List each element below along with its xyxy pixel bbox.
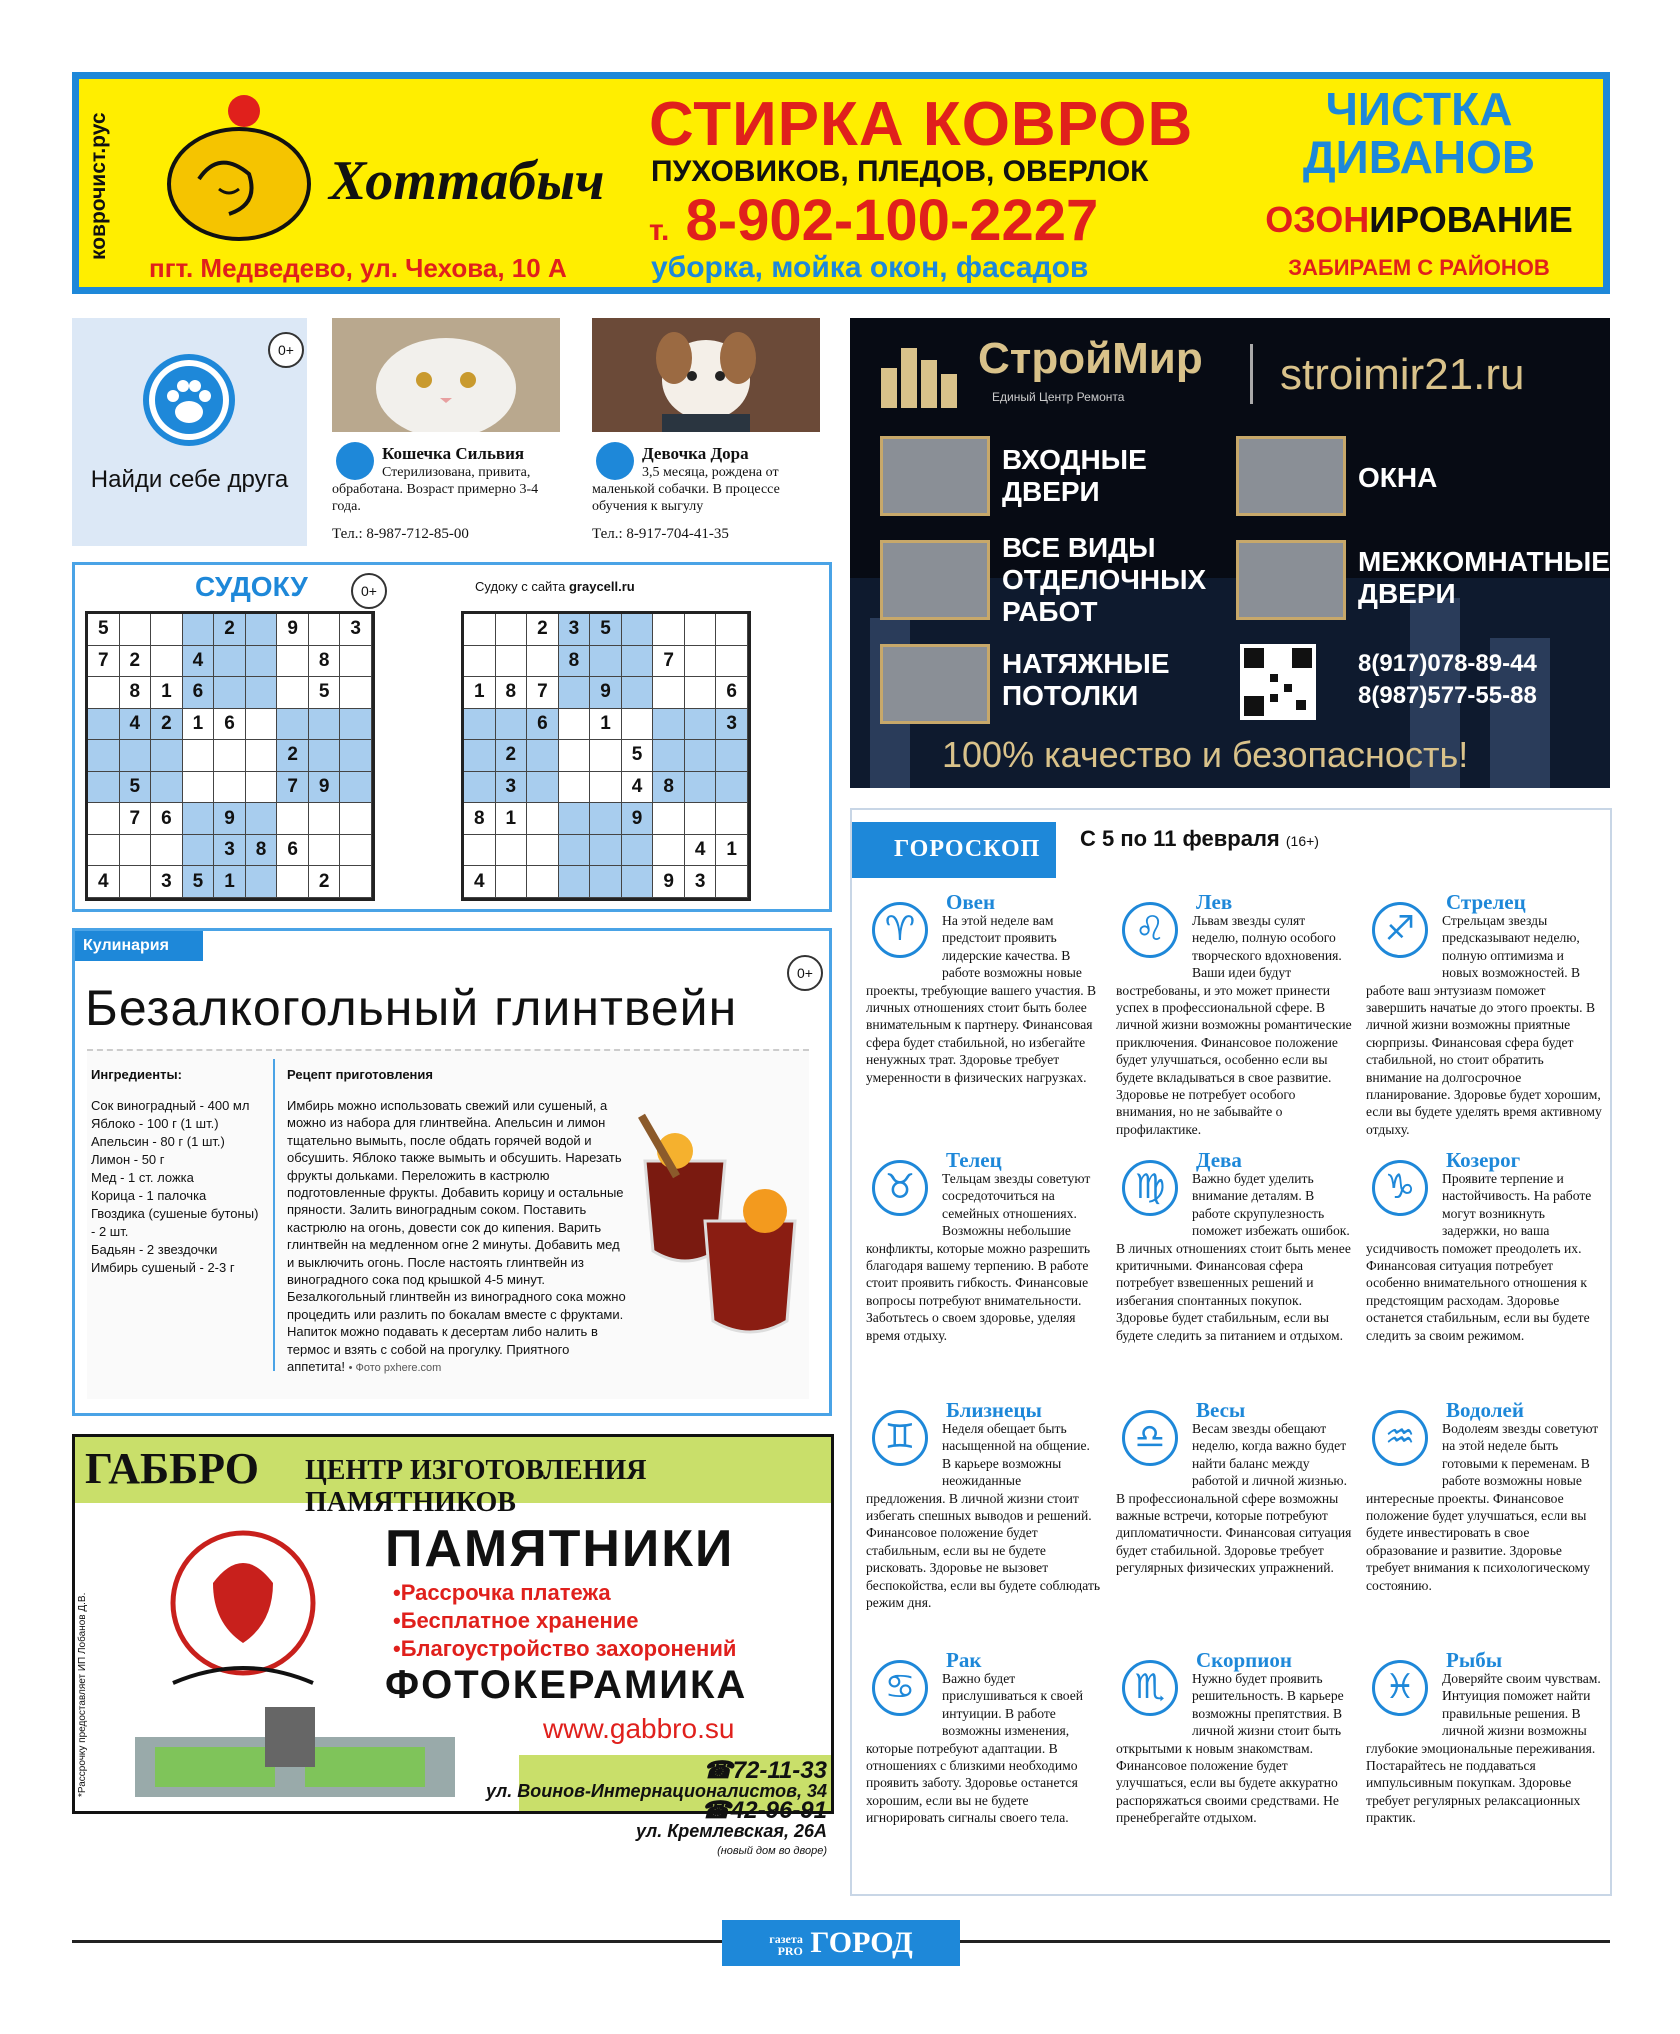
sudoku-grid-1 [85,611,375,901]
dog-photo [592,318,820,432]
sudoku-cell[interactable]: 2 [527,614,559,646]
sudoku-cell[interactable]: 9 [309,772,341,804]
sudoku-cell[interactable] [120,835,152,867]
sudoku-cell[interactable]: 3 [340,614,372,646]
sudoku-grid-2 [461,611,751,901]
sudoku-cell[interactable]: 4 [183,646,215,678]
sudoku-cell[interactable]: 5 [183,866,215,898]
stroimir-ad [850,318,1610,788]
sudoku-cell[interactable] [590,803,622,835]
sign-text-body: На этой неделе вам предстоит проявить лидерские качества. В работе возможны новые проекты, требующие вашего участия. В личных отношениях стоит быть более внимательным к партнеру. Финансовая сфера будет стабильной, но избегайте ненужных трат. Здоровье требует умеренности в физических нагрузках. [866,913,1097,1085]
sign-name: Весы [1196,1398,1246,1422]
ad-services: уборка, мойка окон, фасадов [651,251,1089,284]
sudoku-cell[interactable]: 6 [716,677,748,709]
sudoku-cell[interactable]: 3 [716,709,748,741]
installment-note: *Рассрочку предоставляет ИП Лобанов Д.В. [77,1592,88,1797]
zodiac-icon: ♒ [1372,1410,1428,1466]
gabbro-brand: ГАББРО [85,1444,260,1493]
ad-subline: ПУХОВИКОВ, ПЛЕДОВ, ОВЕРЛОК [651,155,1149,188]
stroimir-site[interactable]: stroimir21.ru [1280,350,1525,399]
sudoku-cell[interactable] [716,614,748,646]
gabbro-tagline: ЦЕНТР ИЗГОТОВЛЕНИЯ ПАМЯТНИКОВ [305,1455,647,1518]
ad-vertical-url: коврочист.рус [87,112,110,260]
sudoku-cell[interactable] [151,646,183,678]
pet-name: Девочка Дора [642,444,749,463]
zodiac-icon: ♎ [1122,1410,1178,1466]
sudoku-cell[interactable] [653,709,685,741]
sudoku-cell[interactable]: 2 [214,614,246,646]
sign-name: Скорпион [1196,1648,1292,1672]
sudoku-cell[interactable] [277,677,309,709]
sudoku-cell[interactable]: 3 [685,866,717,898]
sudoku-cell[interactable]: 8 [246,835,278,867]
sudoku-cell[interactable] [309,835,341,867]
sudoku-cell[interactable]: 1 [464,677,496,709]
logo-pro-text: PRO [777,1944,803,1959]
sudoku-cell[interactable] [277,646,309,678]
find-friend-text: Найди себе друга [90,466,289,493]
sudoku-cell[interactable] [653,614,685,646]
sudoku-cell[interactable]: 7 [88,646,120,678]
sudoku-cell[interactable] [309,740,341,772]
sudoku-cell[interactable] [120,614,152,646]
sudoku-cell[interactable] [622,614,654,646]
zodiac-icon: ♌ [1122,902,1178,958]
sudoku-cell[interactable] [340,677,372,709]
sudoku-cell[interactable]: 9 [277,614,309,646]
horoscope-title: ГОРОСКОП [852,822,1056,878]
sign-text-body: Львам звезды сулят неделю, полную особого творческого вдохновения. Ваши идеи будут востребованы, и это может принести успех в профессиональной сфере. В личной жизни возможны романтические приключения. Финансовое положение будет улучшаться, особенно если вы будете вкладываться в свое развитие. Здоровье не потребует особого внимания, но не забывайте о профилактике. [1116,913,1352,1137]
sudoku-cell[interactable] [622,866,654,898]
carpet-cleaning-ad [72,72,1610,294]
sudoku-cell[interactable]: 7 [653,646,685,678]
sudoku-cell[interactable] [214,646,246,678]
sudoku-cell[interactable]: 6 [277,835,309,867]
service-item: НАТЯЖНЫЕ ПОТОЛКИ [1002,648,1170,711]
ad-right-title: ЧИСТКА ДИВАНОВ [1302,83,1536,183]
sudoku-cell[interactable]: 9 [622,803,654,835]
sudoku-cell[interactable] [120,866,152,898]
sudoku-cell[interactable] [120,740,152,772]
sudoku-cell[interactable] [685,646,717,678]
pets-section [72,318,832,546]
sudoku-cell[interactable] [622,835,654,867]
sudoku-cell[interactable] [246,614,278,646]
sudoku-cell[interactable]: 1 [716,835,748,867]
age-rating-badge: 0+ [787,955,823,991]
sudoku-cell[interactable] [246,646,278,678]
sudoku-cell[interactable] [559,740,591,772]
recipe-title: Безалкогольный глинтвейн [85,980,738,1036]
gabbro-seal-icon [133,1513,353,1713]
sudoku-cell[interactable] [496,866,528,898]
sudoku-cell[interactable]: 2 [120,646,152,678]
sudoku-cell[interactable] [559,709,591,741]
sudoku-cell[interactable]: 3 [496,772,528,804]
sudoku-cell[interactable] [183,740,215,772]
sudoku-cell[interactable] [685,772,717,804]
sudoku-cell[interactable]: 1 [214,866,246,898]
sudoku-cell[interactable]: 9 [214,803,246,835]
zodiac-icon: ♊ [872,1410,928,1466]
ceiling-photo [880,644,990,724]
gabbro-contacts [435,1757,827,1861]
sudoku-cell[interactable]: 7 [527,677,559,709]
sudoku-cell[interactable]: 3 [214,835,246,867]
pet-name: Кошечка Сильвия [382,444,525,463]
gabbro-address-1: ул. Воинов-Интернационалистов, 34 [486,1781,827,1801]
sudoku-cell[interactable] [340,866,372,898]
divider [273,1059,275,1371]
sudoku-cell[interactable] [685,709,717,741]
monuments-heading: ПАМЯТНИКИ [385,1520,735,1578]
source-site: graycell.ru [568,579,635,594]
method-text [287,1097,627,1378]
horoscope-dates [1080,826,1319,852]
sign-name: Рыбы [1446,1648,1503,1672]
paw-icon [143,354,235,446]
horoscope-section [850,808,1612,1896]
sudoku-cell[interactable] [214,677,246,709]
sign-text-body: Проявите терпение и настойчивость. На работе могут возникнуть задержки, но ваша усидчивость поможет преодолеть их. Финансовая ситуация потребует особенно внимательного отношения к предстоящим расходам. Здоровье останется стабильным, если вы будете следить за своим режимом. [1366,1171,1592,1343]
sudoku-cell[interactable]: 2 [309,866,341,898]
sudoku-cell[interactable]: 2 [151,709,183,741]
sudoku-cell[interactable] [590,772,622,804]
sudoku-cell[interactable] [151,614,183,646]
method-title: Рецепт приготовления [287,1067,433,1082]
interior-door-photo [1236,540,1346,620]
sudoku-cell[interactable] [88,709,120,741]
sudoku-source [475,579,635,594]
ad-headline: СТИРКА КОВРОВ [649,90,1194,159]
zodiac-icon: ♋ [872,1660,928,1716]
sign-text-body: Доверяйте своим чувствам. Интуиция поможет найти правильные решения. В личной жизни возможны глубокие эмоциональные переживания. Постарайтесь не поддаваться импульсивным покупкам. Здоровье требует регулярных релаксационных практик. [1366,1671,1601,1826]
sign-text-body: Стрельцам звезды предсказывают неделю, полную оптимизма и новых возможностей. В работе ваш энтузиазм поможет завершить начатые до этого проекты. В личной жизни возможны приятные сюрпризы. Финансовая сфера будет стабильной, но стоит обратить внимание на долгосрочное планирование. Здоровье будет хорошим, если вы будете уделять время активному отдыху. [1366,913,1602,1137]
sudoku-cell[interactable]: 8 [559,646,591,678]
sudoku-cell[interactable] [496,614,528,646]
sudoku-cell[interactable] [246,803,278,835]
sudoku-cell[interactable] [246,740,278,772]
sudoku-cell[interactable]: 5 [590,614,622,646]
sudoku-cell[interactable]: 9 [653,866,685,898]
sudoku-cell[interactable]: 3 [151,866,183,898]
gabbro-phone-1: ☎72-11-33 [702,1757,827,1784]
sudoku-cell[interactable] [622,677,654,709]
sudoku-cell[interactable] [214,772,246,804]
sudoku-cell[interactable] [183,772,215,804]
sudoku-cell[interactable] [214,740,246,772]
sudoku-cell[interactable]: 5 [88,614,120,646]
sudoku-cell[interactable]: 3 [559,614,591,646]
pet-phone: Тел.: 8-987-712-85-00 [332,526,469,542]
sudoku-cell[interactable]: 2 [277,740,309,772]
sudoku-cell[interactable]: 4 [120,709,152,741]
sign-text-body: Неделя обещает быть насыщенной на общение. В карьере возможны неожиданные предложения. В личной жизни стоит избегать спешных выводов и решений. Финансовое положение будет стабильным, если вы не будете рисковать. Здоровье не вызовет беспокойства, если вы будете соблюдать режим дня. [866,1421,1101,1611]
sign-name: Телец [946,1148,1002,1172]
sudoku-cell[interactable]: 8 [120,677,152,709]
sudoku-cell[interactable] [277,866,309,898]
sudoku-cell[interactable] [716,772,748,804]
sudoku-cell[interactable] [590,646,622,678]
sudoku-cell[interactable] [527,866,559,898]
sudoku-cell[interactable] [464,614,496,646]
sudoku-cell[interactable]: 1 [590,709,622,741]
sudoku-cell[interactable] [496,709,528,741]
sudoku-cell[interactable]: 5 [120,772,152,804]
zodiac-icon: ♏ [1122,1660,1178,1716]
workers-photo [880,540,990,620]
sign-name: Лев [1196,890,1233,914]
sudoku-cell[interactable] [309,614,341,646]
method-body: Имбирь можно использовать свежий или сушеный, а можно из набора для глинтвейна. Апельсин и лимон тщательно вымыть, после обдать горячей водой и обсушить. Яблоко также вымыть и обсушить. Нарезать фрукты дольками. Переложить в кастрюлю подготовленные фрукты. Добавить корицу и остальные пряности. Залить виноградным соком. Поставить кастрюлю на огонь, довести сок до кипения. Варить глинтвейн на медленном огне 2 минуты. Добавить мед и выключить огонь. После настоять глинтвейн из виноградного сока под крышкой 4-5 минут. Безалкогольный глинтвейн из виноградного сока можно процедить или разлить по бокалам вместе с фруктами. Напиток можно подавать к десертам либо налить в термос и взять с собой на прогулку. Приятного аппетита! [287,1098,626,1375]
sudoku-cell[interactable] [653,740,685,772]
section-tag: Кулинария [75,931,203,961]
sudoku-cell[interactable]: 6 [183,677,215,709]
sign-text-body: Водолеям звезды советуют на этой неделе быть готовыми к переменам. В работе возможны новые интересные проекты. Финансовое положение будет улучшаться, если вы будете инвестировать в свое образование и развитие. Здоровье требует внимания к психологическому состоянию. [1366,1421,1599,1593]
sudoku-cell[interactable]: 6 [527,709,559,741]
window-photo [1236,436,1346,516]
dates-text: С 5 по 11 февраля [1080,826,1280,851]
stroimir-phones [1358,648,1537,712]
zodiac-icon: ♑ [1372,1160,1428,1216]
sudoku-cell[interactable] [464,835,496,867]
sudoku-cell[interactable] [183,835,215,867]
door-photo [880,436,990,516]
sudoku-cell[interactable]: 8 [309,646,341,678]
sudoku-cell[interactable]: 7 [277,772,309,804]
sudoku-cell[interactable] [590,740,622,772]
sudoku-cell[interactable] [622,646,654,678]
photo-credit: • Фото pxhere.com [348,1362,442,1375]
ozon-rest: ИРОВАНИЕ [1369,199,1573,240]
age-rating-badge: 0+ [351,573,387,609]
pro-gorod-logo [722,1920,960,1966]
sudoku-cell[interactable] [685,803,717,835]
ingredients-title: Ингредиенты: [91,1067,182,1082]
sudoku-cell[interactable] [277,803,309,835]
sudoku-cell[interactable] [685,740,717,772]
gabbro-bullets [393,1579,736,1663]
divider [1250,344,1253,404]
sign-text-body: Важно будет прислушиваться к своей интуиции. В работе возможны изменения, которые потребуют адаптации. В отношениях с близкими необходимо проявить заботу. Здоровье останется хорошим, если вы не будете игнорировать сигналы своего тела. [866,1671,1084,1826]
sudoku-cell[interactable]: 8 [464,803,496,835]
gabbro-ad [72,1434,834,1857]
gabbro-phone-2: ☎42-96-91 [701,1797,827,1824]
sudoku-cell[interactable] [340,646,372,678]
sudoku-cell[interactable] [151,772,183,804]
sudoku-cell[interactable] [622,709,654,741]
sudoku-cell[interactable] [88,803,120,835]
sudoku-cell[interactable]: 8 [496,677,528,709]
sign-name: Рак [946,1648,982,1672]
pet-description: Стерилизована, привита, обработана. Возраст примерно 3-4 года. [332,465,539,514]
sudoku-cell[interactable] [464,646,496,678]
ad-address: пгт. Медведево, ул. Чехова, 10 А [149,253,567,283]
bullet-item: •Благоустройство захоронений [393,1636,737,1661]
sudoku-section [72,562,832,912]
sudoku-cell[interactable] [183,614,215,646]
sudoku-cell[interactable]: 1 [151,677,183,709]
ad-ozon [1249,199,1589,241]
sudoku-cell[interactable] [685,677,717,709]
buildings-logo-icon [876,338,966,408]
sudoku-cell[interactable] [716,740,748,772]
sudoku-title: СУДОКУ [195,571,308,602]
zodiac-icon: ♈ [872,902,928,958]
sudoku-cell[interactable]: 1 [496,803,528,835]
service-item: МЕЖКОМНАТНЫЕ ДВЕРИ [1358,546,1610,609]
sudoku-cell[interactable] [496,835,528,867]
sudoku-cell[interactable] [309,803,341,835]
sudoku-cell[interactable] [559,772,591,804]
logo-gazeta [769,1933,803,1957]
source-prefix: Судоку с сайта [475,579,569,594]
service-item: ВСЕ ВИДЫ ОТДЕЛОЧНЫХ РАБОТ [1002,532,1207,627]
sudoku-cell[interactable]: 2 [496,740,528,772]
sudoku-cell[interactable] [685,614,717,646]
sign-name: Дева [1196,1148,1242,1172]
sudoku-cell[interactable] [496,646,528,678]
pet-card [592,318,820,546]
sudoku-cell[interactable] [653,835,685,867]
gabbro-website[interactable]: www.gabbro.su [543,1713,735,1744]
phone-prefix: т. [649,214,670,247]
ad-pickup: ЗАБИРАЕМ С РАЙОНОВ [1288,255,1550,280]
sudoku-cell[interactable] [590,866,622,898]
ad-brand: Хоттабыч [329,150,605,212]
sudoku-cell[interactable]: 1 [183,709,215,741]
pet-description: 3,5 месяца, рождена от маленькой собачки. В процессе обучения к выгулу [592,465,780,514]
zodiac-icon: ♉ [872,1160,928,1216]
logo-gorod: ГОРОД [810,1926,913,1959]
sudoku-cell[interactable] [88,772,120,804]
sudoku-cell[interactable] [590,835,622,867]
sudoku-cell[interactable] [527,646,559,678]
sign-name: Водолей [1446,1398,1524,1422]
sudoku-cell[interactable] [246,866,278,898]
sudoku-cell[interactable] [527,772,559,804]
sudoku-cell[interactable] [88,677,120,709]
sudoku-cell[interactable] [88,835,120,867]
sudoku-cell[interactable] [464,740,496,772]
sudoku-cell[interactable]: 5 [309,677,341,709]
pet-phone: Тел.: 8-917-704-41-35 [592,526,729,542]
sudoku-cell[interactable] [340,772,372,804]
sudoku-cell[interactable] [716,803,748,835]
sudoku-cell[interactable]: 9 [590,677,622,709]
sudoku-cell[interactable]: 8 [653,772,685,804]
ad-phone [649,187,1098,254]
stroimir-sub: Единый Центр Ремонта [992,390,1125,404]
sign-text-body: Нужно будет проявить решительность. В карьере возможны препятствия. В личной жизни стоит быть открытыми к новым знакомствам. Финансовое положение будет улучшаться, если вы будете аккуратно распоряжаться своими средствами. Не пренебрегайте отдыхом. [1116,1671,1344,1826]
sudoku-cell[interactable] [559,803,591,835]
dates-rating: (16+) [1285,833,1319,849]
zodiac-icon: ♐ [1372,902,1428,958]
sudoku-cell[interactable] [309,709,341,741]
ingredients-list: Сок виноградный - 400 мл Яблоко - 100 г (1 шт.) Апельсин - 80 г (1 шт.) Лимон - 50 г Мед - 1 ст. ложка Корица - 1 палочка Гвоздика (сушеные бутоны) - 2 шт. Бадьян - 2 звездочки Имбирь сушеный - 2-3 г [91,1098,259,1275]
qr-code-icon[interactable] [1240,644,1316,720]
sudoku-cell[interactable] [527,803,559,835]
sudoku-cell[interactable]: 4 [88,866,120,898]
sudoku-cell[interactable] [151,740,183,772]
mulled-wine-photo [615,1071,825,1371]
stroimir-phone-1: 8(917)078-89-44 [1358,650,1537,677]
sudoku-cell[interactable] [559,677,591,709]
sudoku-cell[interactable] [653,803,685,835]
stroimir-brand: СтройМир [978,334,1203,383]
sudoku-cell[interactable] [527,740,559,772]
sudoku-cell[interactable] [246,709,278,741]
sudoku-cell[interactable] [464,772,496,804]
sudoku-cell[interactable]: 4 [685,835,717,867]
sudoku-cell[interactable] [277,709,309,741]
zodiac-icon: ♓ [1372,1660,1428,1716]
stroimir-phone-2: 8(987)577-55-88 [1358,682,1537,709]
sudoku-cell[interactable] [653,677,685,709]
ozon-red: ОЗОН [1265,199,1370,240]
sudoku-cell[interactable]: 6 [151,803,183,835]
sudoku-cell[interactable] [340,740,372,772]
sign-name: Козерог [1446,1148,1521,1172]
gabbro-address-note: (новый дом во дворе) [717,1845,827,1857]
sudoku-cell[interactable] [151,835,183,867]
age-rating-badge: 0+ [268,332,304,368]
photoceramics-heading: ФОТОКЕРАМИКА [385,1663,748,1707]
tombstone-illustration [115,1707,475,1807]
service-item: ОКНА [1358,462,1438,493]
sudoku-cell[interactable]: 4 [622,772,654,804]
sudoku-cell[interactable] [716,866,748,898]
sign-name: Овен [946,890,996,914]
phone-number: 8-902-100-2227 [685,188,1099,253]
sudoku-cell[interactable]: 6 [214,709,246,741]
sudoku-cell[interactable]: 5 [622,740,654,772]
pet-card [332,318,560,546]
sudoku-cell[interactable] [340,803,372,835]
bullet-item: •Рассрочка платежа [393,1580,611,1605]
sudoku-cell[interactable] [559,835,591,867]
sudoku-cell[interactable] [340,835,372,867]
sudoku-cell[interactable] [464,709,496,741]
sudoku-cell[interactable]: 7 [120,803,152,835]
sudoku-cell[interactable] [246,677,278,709]
sudoku-cell[interactable] [340,709,372,741]
sudoku-cell[interactable] [716,646,748,678]
sudoku-cell[interactable] [559,866,591,898]
sudoku-cell[interactable]: 4 [464,866,496,898]
service-item: ВХОДНЫЕ ДВЕРИ [1002,444,1147,507]
stroimir-slogan: 100% качество и безопасность! [942,734,1469,775]
sudoku-cell[interactable] [246,772,278,804]
gabbro-address-2: ул. Кремлевская, 26А [636,1821,827,1841]
sudoku-cell[interactable] [527,835,559,867]
zodiac-icon: ♍ [1122,1160,1178,1216]
bullet-item: •Бесплатное хранение [393,1608,639,1633]
sudoku-cell[interactable] [88,740,120,772]
sign-name: Близнецы [946,1398,1042,1422]
sign-name: Стрелец [1446,890,1526,914]
sudoku-cell[interactable] [183,803,215,835]
cat-photo [332,318,560,432]
gabbro-header [75,1437,831,1518]
recipe-section [72,928,832,1416]
sign-text-body: Важно будет уделить внимание деталям. В работе скрупулезность поможет избежать ошибок. В личных отношениях стоит быть менее критичными. Финансовая сфера потребует взвешенных решений и избегания спонтанных покупок. Здоровье будет стабильным, если вы будете следить за питанием и отдыхом. [1116,1171,1351,1343]
sign-text-body: Тельцам звезды советуют сосредоточиться на семейных отношениях. Возможны небольшие конфликты, которые можно разрешить благодаря вашему терпению. В работе стоит проявить гибкость. Финансовые вопросы потребуют внимательности. Заботьтесь о своем здоровье, уделяя время отдыху. [866,1171,1091,1343]
sign-text-body: Весам звезды обещают неделю, когда важно будет найти баланс между работой и личной жизнью. В профессиональной сфере возможны важные встречи, которые потребуют дипломатичности. Финансовая ситуация будет стабильной. Здоровье требует регулярных физических упражнений. [1116,1421,1352,1576]
logo-gazeta-text: газета [769,1932,803,1947]
